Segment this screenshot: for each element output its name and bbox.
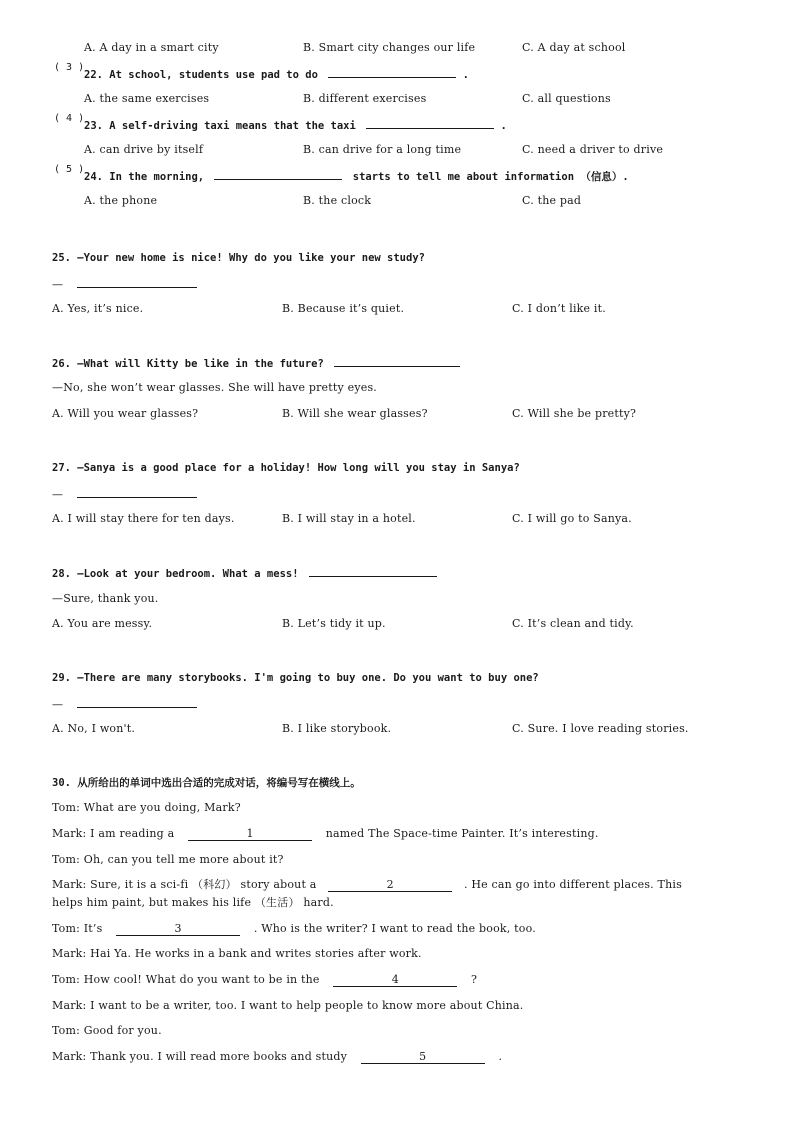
q26-stem: 26. —What will Kitty be like in the future?: [52, 356, 460, 371]
q25-stem: 25. —Your new home is nice! Why do you like your new study?: [52, 252, 425, 264]
q28-option-a: A. You are messy.: [52, 617, 153, 630]
q28-blank[interactable]: [309, 566, 437, 577]
q23-option-b: B. can drive for a long time: [303, 143, 462, 156]
q30-blank-2[interactable]: 2: [328, 879, 452, 892]
q23-marker: ( 4 ): [54, 113, 85, 124]
q24-blank[interactable]: [214, 169, 342, 180]
q29-option-b: B. I like storybook.: [282, 722, 392, 735]
dialogue-line-10: Tom: Good for you.: [52, 1024, 162, 1037]
q22-option-a: A. the same exercises: [84, 92, 210, 105]
q27-answer-line: —: [52, 487, 197, 502]
q23-option-a: A. can drive by itself: [84, 143, 204, 156]
q29-answer-line: —: [52, 697, 197, 712]
q27-blank[interactable]: [77, 487, 197, 498]
q23-blank[interactable]: [366, 118, 494, 129]
q22-stem: 22. At school, students use pad to do .: [84, 69, 469, 81]
q26-reply: —No, she won’t wear glasses. She will have pretty eyes.: [52, 381, 377, 394]
q30-blank-1[interactable]: 1: [188, 828, 312, 841]
q24-option-b: B. the clock: [303, 194, 372, 207]
q22-marker: ( 3 ): [54, 62, 85, 73]
q28-stem: 28. —Look at your bedroom. What a mess!: [52, 566, 437, 581]
q30-title: 30. 从所给出的单词中选出合适的完成对话，将编号写在横线上。: [52, 777, 361, 789]
q29-option-a: A. No, I won't.: [52, 722, 136, 735]
q26-option-c: C. Will she be pretty?: [512, 407, 637, 420]
q30-blank-3[interactable]: 3: [116, 923, 240, 936]
dialogue-line-8: Tom: How cool! What do you want to be in the 4 ?: [52, 973, 478, 986]
q21-option-a: A. A day in a smart city: [84, 41, 219, 54]
q24-stem: 24. In the morning, starts to tell me about information （信息）.: [84, 171, 629, 183]
dialogue-line-4: Mark: Sure, it is a sci-fi （科幻） story about a 2 . He can go into different places. This: [52, 878, 682, 891]
q22-blank[interactable]: [328, 67, 456, 78]
q29-blank[interactable]: [77, 697, 197, 708]
dialogue-line-3: Tom: Oh, can you tell me more about it?: [52, 853, 284, 866]
q26-option-b: B. Will she wear glasses?: [282, 407, 428, 420]
q24-marker: ( 5 ): [54, 164, 85, 175]
dialogue-line-11: Mark: Thank you. I will read more books and study 5 .: [52, 1050, 503, 1063]
q25-blank[interactable]: [77, 277, 197, 288]
q29-stem: 29. —There are many storybooks. I'm going to buy one. Do you want to buy one?: [52, 672, 539, 684]
dialogue-line-7: Mark: Hai Ya. He works in a bank and writes stories after work.: [52, 947, 422, 960]
q21-option-b: B. Smart city changes our life: [303, 41, 476, 54]
q25-answer-line: —: [52, 277, 197, 292]
q25-option-b: B. Because it’s quiet.: [282, 302, 405, 315]
q28-option-c: C. It’s clean and tidy.: [512, 617, 634, 630]
dialogue-line-2: Mark: I am reading a 1 named The Space-time Painter. It’s interesting.: [52, 827, 599, 840]
dialogue-line-9: Mark: I want to be a writer, too. I want to help people to know more about China.: [52, 999, 524, 1012]
q27-option-a: A. I will stay there for ten days.: [52, 512, 235, 525]
q25-option-c: C. I don’t like it.: [512, 302, 606, 315]
q30-blank-4[interactable]: 4: [333, 974, 457, 987]
q27-stem: 27. —Sanya is a good place for a holiday! How long will you stay in Sanya?: [52, 462, 520, 474]
q28-reply: —Sure, thank you.: [52, 592, 159, 605]
q21-option-c: C. A day at school: [522, 41, 626, 54]
q22-option-c: C. all questions: [522, 92, 611, 105]
q26-blank[interactable]: [334, 356, 460, 367]
dialogue-line-5: helps him paint, but makes his life （生活） hard.: [52, 896, 334, 909]
q22-option-b: B. different exercises: [303, 92, 427, 105]
q29-option-c: C. Sure. I love reading stories.: [512, 722, 689, 735]
q24-option-c: C. the pad: [522, 194, 582, 207]
q24-option-a: A. the phone: [84, 194, 158, 207]
q30-blank-5[interactable]: 5: [361, 1051, 485, 1064]
q27-option-c: C. I will go to Sanya.: [512, 512, 632, 525]
q23-stem: 23. A self-driving taxi means that the taxi .: [84, 120, 507, 132]
q26-option-a: A. Will you wear glasses?: [52, 407, 199, 420]
q27-option-b: B. I will stay in a hotel.: [282, 512, 416, 525]
dialogue-line-1: Tom: What are you doing, Mark?: [52, 801, 241, 814]
dialogue-line-6: Tom: It’s 3 . Who is the writer? I want to read the book, too.: [52, 922, 536, 935]
q23-option-c: C. need a driver to drive: [522, 143, 664, 156]
q25-option-a: A. Yes, it’s nice.: [52, 302, 144, 315]
q28-option-b: B. Let’s tidy it up.: [282, 617, 386, 630]
